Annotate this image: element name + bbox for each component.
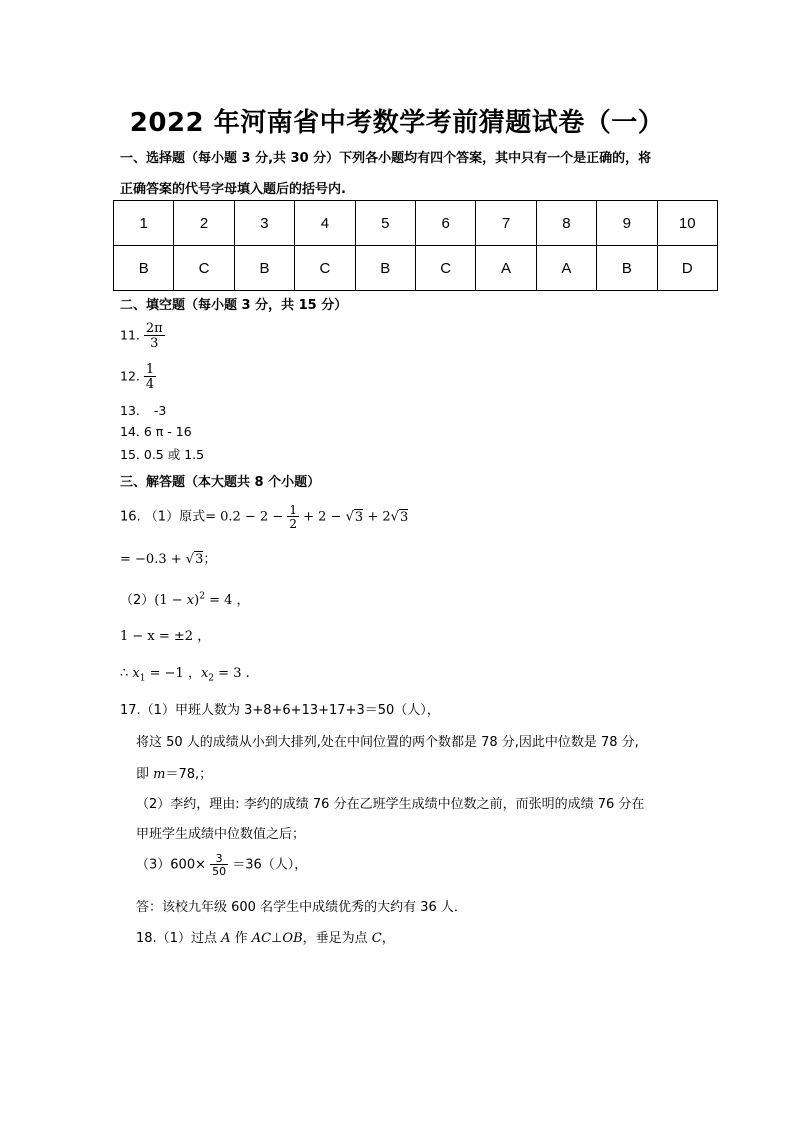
q16-line3-b: ) (194, 593, 200, 608)
q18-line1-b: 作 (230, 931, 252, 946)
answer-table-number-cell: 3 (234, 201, 294, 246)
q17-line3-b: ＝78,； (165, 767, 213, 782)
answer-table-number-cell: 1 (114, 201, 174, 246)
answer-table-answer-cell: D (657, 246, 717, 291)
q17-fraction (210, 853, 228, 877)
q16-expr-c: + 2 (367, 509, 391, 525)
q16-expr-b: + 2 − (303, 509, 342, 525)
q16-line4: 1 − x = ±2 ， (120, 629, 211, 644)
answer-table-answer-row (114, 246, 718, 291)
q16-line2-a: = −0.3 + (120, 552, 182, 567)
q16-line5-sub1: 1 (139, 673, 146, 684)
answer-table-number-cell: 9 (597, 201, 657, 246)
q11-denominator: 3 (150, 336, 159, 351)
q17-line6-a: （3）600× (136, 857, 206, 873)
q16-line3-a: (1 − (154, 593, 187, 608)
q16-sqrt2: √3 (390, 509, 409, 525)
q16-prefix: 16. （1）原式 (120, 509, 206, 525)
answer-table-answer-cell: C (174, 246, 234, 291)
section1-heading-line2: 正确答案的代号字母填入题后的括号内. (120, 182, 346, 197)
q15-value: 0.5 或 1.5 (143, 447, 205, 462)
q16-rad2: 3 (399, 509, 409, 525)
q16-line3-var: x (186, 593, 195, 608)
q17-line5: 甲班学生成绩中位数值之后； (136, 827, 306, 842)
q18-line1-c: ，垂足为点 (302, 931, 372, 946)
q14-label: 14. (120, 424, 140, 439)
page-title: 2022 年河南省中考数学考前猜题试卷（一） (129, 108, 665, 138)
answer-table-answer-cell: B (355, 246, 415, 291)
q18-segment-ac: AC (251, 931, 272, 946)
q16-line5 (120, 662, 250, 684)
q14-answer (120, 424, 192, 439)
q16-sqrt1: √3 (345, 509, 364, 525)
q17-line7: 答：该校九年级 600 名学生中成绩优秀的大约有 36 人． (136, 900, 467, 915)
q17-frac-num: 3 (210, 853, 228, 865)
q17-line2: 将这 50 人的成绩从小到大排列,处在中间位置的两个数都是 78 分,因此中位数是 78 分, (136, 735, 639, 750)
q17-frac-den: 50 (212, 865, 227, 878)
q16-line5-x2: x (200, 666, 209, 681)
q17-line3 (136, 763, 212, 782)
q16-line5-c: = 3 . (214, 666, 250, 681)
answer-table (113, 200, 718, 291)
q11-answer (120, 322, 165, 350)
q16-frac-num: 1 (289, 503, 298, 517)
q16-line2-sqrt: √3 (185, 552, 204, 567)
q16-line2-rad: 3 (195, 552, 204, 567)
answer-table-number-cell: 8 (536, 201, 596, 246)
q17-line4: （2）李约，理由: 李约的成绩 76 分在乙班学生成绩中位数之前，而张明的成绩 76 分在 (136, 797, 645, 812)
q11-fraction (144, 322, 165, 350)
q17-line6-b: ＝36（人）， (232, 857, 308, 873)
answer-table-number-cell: 2 (174, 201, 234, 246)
q16-line2-b: ； (203, 552, 217, 567)
q11-label: 11. (120, 327, 140, 343)
q13-answer (120, 403, 166, 418)
q18-line1-a: 18.（1）过点 (136, 931, 222, 946)
q17-line3-var: m (153, 767, 166, 782)
answer-table-answer-cell: C (415, 246, 475, 291)
q16-fraction (287, 504, 299, 530)
q17-line3-a: 即 (136, 767, 154, 782)
answer-table-number-cell: 5 (355, 201, 415, 246)
answer-table-answer-cell: A (536, 246, 596, 291)
q16-line3-label: （2） (120, 593, 155, 608)
q15-label: 15. (120, 447, 140, 462)
q12-denominator: 4 (145, 377, 155, 392)
answer-table-answer-cell: B (597, 246, 657, 291)
q16-line3 (120, 589, 250, 608)
answer-table-number-cell: 7 (476, 201, 536, 246)
section2-heading: 二、填空题（每小题 3 分，共 15 分） (120, 298, 348, 313)
q13-label: 13. (120, 403, 140, 418)
q12-fraction (144, 363, 156, 391)
q17-line6 (136, 853, 307, 877)
q18-point-a: A (221, 931, 231, 946)
q16-line3-c: = 4 ， (204, 593, 250, 608)
answer-table-number-cell: 6 (415, 201, 475, 246)
q18-line1-d: ， (381, 931, 395, 946)
answer-table-answer-cell: B (114, 246, 174, 291)
answer-table-number-cell: 4 (295, 201, 355, 246)
q16-line5-x1: x (132, 666, 140, 681)
q15-answer (120, 445, 204, 463)
answer-table-number-cell: 10 (657, 201, 717, 246)
q14-value: 6 π - 16 (143, 424, 192, 439)
q16-frac-den: 2 (289, 517, 298, 531)
q16-expr-a: = 0.2 − 2 − (205, 509, 284, 525)
answer-table-answer-cell: C (295, 246, 355, 291)
q11-numerator: 2π (145, 321, 163, 336)
answer-table-answer-cell: A (476, 246, 536, 291)
q16-line5-a: ∴ (120, 666, 133, 681)
q16-line1 (120, 504, 408, 530)
q12-label: 12. (120, 368, 140, 384)
q16-rad1: 3 (354, 509, 364, 525)
q16-line2 (120, 548, 216, 567)
q13-value: -3 (153, 403, 167, 418)
q18-perp: ⊥ (271, 931, 283, 946)
q16-line5-sub2: 2 (208, 673, 215, 684)
section1-heading-line1: 一、选择题（每小题 3 分,共 30 分）下列各小题均有四个答案，其中只有一个是正确的，将 (120, 151, 652, 166)
q16-line5-b: = −1 ， (145, 666, 201, 681)
q12-numerator: 1 (145, 362, 155, 377)
answer-table-number-row (114, 201, 718, 246)
q18-segment-ob: OB (282, 931, 303, 946)
q16-line3-sup: 2 (199, 591, 205, 602)
q18-line1 (136, 927, 395, 946)
q12-answer (120, 363, 156, 391)
section3-heading: 三、解答题（本大题共 8 个小题） (120, 475, 321, 490)
q18-point-c: C (371, 931, 382, 946)
answer-table-answer-cell: B (234, 246, 294, 291)
q17-line1: 17.（1）甲班人数为 3+8+6+13+17+3＝50（人）， (120, 703, 440, 718)
